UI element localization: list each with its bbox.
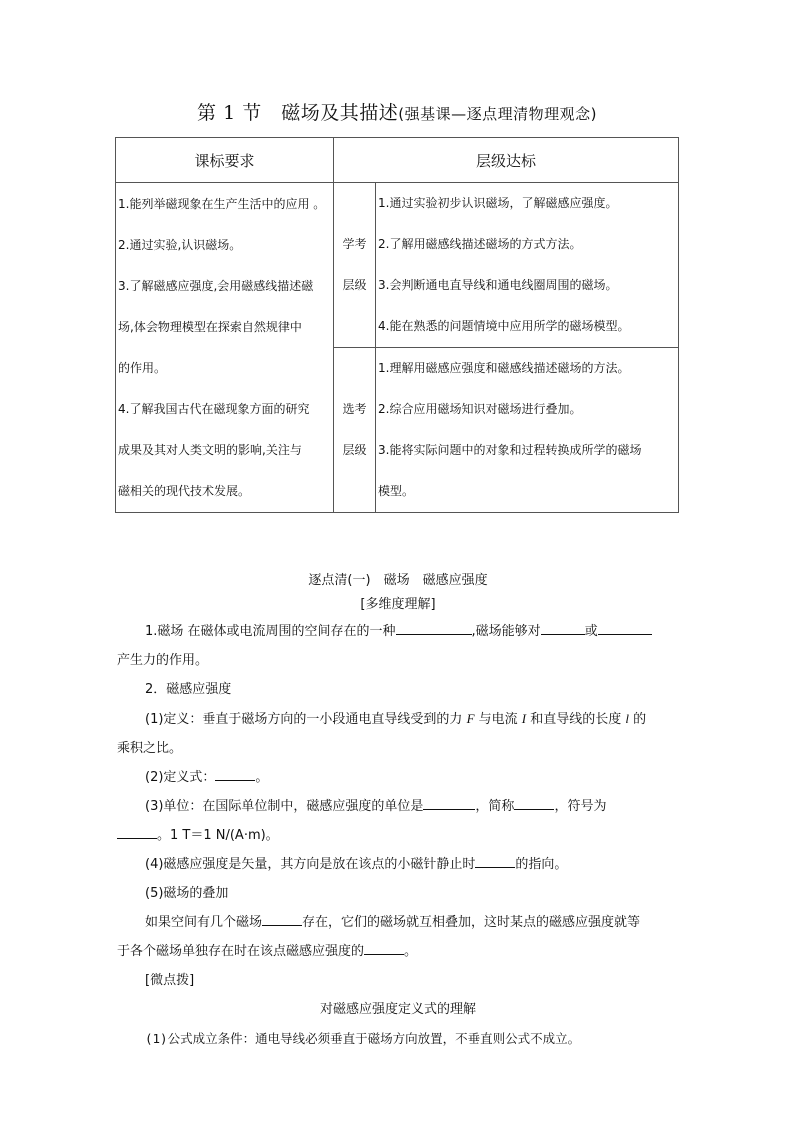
fill-blank[interactable] xyxy=(423,795,475,810)
level-name-line: 学考 xyxy=(342,237,367,251)
fill-blank[interactable] xyxy=(541,620,585,635)
level-item: 4.能在熟悉的问题情境中应用所学的磁场模型。 xyxy=(378,319,630,333)
symbol-l: l xyxy=(625,711,630,726)
level-name-line: 选考 xyxy=(342,402,367,416)
level-item: 3.会判断通电直导线和通电线圈周围的磁场。 xyxy=(378,278,618,292)
level-item: 模型。 xyxy=(378,484,415,498)
requirement-line: 的作用。 xyxy=(118,360,167,375)
level-items-elective xyxy=(376,348,679,513)
section-heading: 逐点清(一) 磁场 磁感应强度 xyxy=(308,573,488,588)
table-row xyxy=(116,183,679,348)
level-item: 3.能将实际问题中的对象和过程转换成所学的磁场 xyxy=(378,443,642,457)
text-span: 。1 T＝1 N/(A·m)。 xyxy=(157,828,279,843)
paragraph-heading: 2．磁感应强度 xyxy=(145,682,232,697)
text-span: (2)定义式： xyxy=(145,770,216,785)
text-span: ，简称 xyxy=(475,799,515,814)
requirements-cell xyxy=(116,183,334,513)
fill-blank[interactable] xyxy=(396,620,472,635)
text-span: 或 xyxy=(584,624,598,639)
tip-label: [微点拨] xyxy=(145,973,195,988)
fill-blank[interactable] xyxy=(514,795,554,810)
level-item: 2.综合应用磁场知识对磁场进行叠加。 xyxy=(378,402,582,416)
requirement-line: 2.通过实验,认识磁场。 xyxy=(118,237,242,252)
level-item: 2.了解用磁感线描述磁场的方式方法。 xyxy=(378,237,582,251)
requirements-table xyxy=(115,137,679,513)
fill-blank[interactable] xyxy=(117,824,157,839)
text-span: (1)定义：垂直于磁场方向的一小段通电直导线受到的力 xyxy=(145,712,467,727)
text-span: 1.磁场 在磁体或电流周围的空间存在的一种 xyxy=(145,624,396,639)
fill-blank[interactable] xyxy=(475,853,515,868)
requirement-line: 磁相关的现代技术发展。 xyxy=(118,483,251,498)
text-span: 存在，它们的磁场就互相叠加，这时某点的磁感应强度就等 xyxy=(302,915,641,930)
text-span: 与电流 xyxy=(474,712,522,727)
paragraph-superposition xyxy=(117,908,679,937)
fill-blank[interactable] xyxy=(262,911,302,926)
paragraph-superposition-cont xyxy=(117,937,679,966)
text-span: 。 xyxy=(404,944,418,959)
paragraph-definition xyxy=(117,704,679,734)
level-name-academic xyxy=(334,183,376,348)
text-span: ，符号为 xyxy=(554,799,607,814)
text-span: 如果空间有几个磁场 xyxy=(145,915,263,930)
level-name-elective xyxy=(334,348,376,513)
requirement-line: 3.了解磁感应强度,会用磁感线描述磁 xyxy=(118,278,314,293)
paragraph-magnetic-field xyxy=(117,617,679,646)
requirement-line: 成果及其对人类文明的影响,关注与 xyxy=(118,442,302,457)
text-span: ,磁场能够对 xyxy=(471,624,541,639)
text-span: 的指向。 xyxy=(515,857,568,872)
header-level-attainment: 层级达标 xyxy=(334,138,679,183)
symbol-I: I xyxy=(521,711,527,726)
title-main: 第 1 节 磁场及其描述 xyxy=(197,102,399,124)
level-items-academic xyxy=(376,183,679,348)
section-subheading: [多维度理解] xyxy=(360,597,436,612)
table-header-row xyxy=(116,138,679,183)
level-name-line: 层级 xyxy=(342,443,367,457)
fill-blank[interactable] xyxy=(598,620,652,635)
text-span: (3)单位：在国际单位制中，磁感应强度的单位是 xyxy=(145,799,424,814)
level-item: 1.通过实验初步认识磁场，了解磁感应强度。 xyxy=(378,196,618,210)
page-title xyxy=(0,98,794,125)
requirement-line: 场,体会物理模型在探索自然规律中 xyxy=(118,319,302,334)
paragraph-unit xyxy=(117,792,679,821)
fill-blank[interactable] xyxy=(215,766,255,781)
paragraph-unit-cont xyxy=(117,821,679,850)
section-body xyxy=(117,569,679,1053)
requirement-line: 1.能列举磁现象在生产生活中的应用 。 xyxy=(118,196,326,211)
fill-blank[interactable] xyxy=(364,940,404,955)
header-course-requirements: 课标要求 xyxy=(116,138,334,183)
paragraph-line: 产生力的作用。 xyxy=(117,653,209,668)
text-span: 的 xyxy=(629,712,647,727)
text-span: (4)磁感应强度是矢量，其方向是放在该点的小磁针静止时 xyxy=(145,857,476,872)
title-sub: (强基课—逐点理清物理观念) xyxy=(398,105,597,123)
symbol-F: F xyxy=(466,711,475,726)
level-name-line: 层级 xyxy=(342,278,367,292)
paragraph-vector xyxy=(117,850,679,879)
tip-item: (1)公式成立条件：通电导线必须垂直于磁场方向放置，不垂直则公式不成立。 xyxy=(145,1031,581,1046)
text-span: 于各个磁场单独存在时在该点磁感应强度的 xyxy=(117,944,365,959)
tip-title: 对磁感应强度定义式的理解 xyxy=(319,1002,476,1017)
paragraph-line: 乘积之比。 xyxy=(117,741,183,756)
paragraph-formula xyxy=(117,763,679,792)
level-item: 1.理解用磁感应强度和磁感线描述磁场的方法。 xyxy=(378,361,630,375)
text-span: 。 xyxy=(255,770,269,785)
text-span: 和直导线的长度 xyxy=(526,712,626,727)
requirement-line: 4.了解我国古代在磁现象方面的研究 xyxy=(118,401,310,416)
paragraph-superposition-title: (5)磁场的叠加 xyxy=(145,886,229,901)
